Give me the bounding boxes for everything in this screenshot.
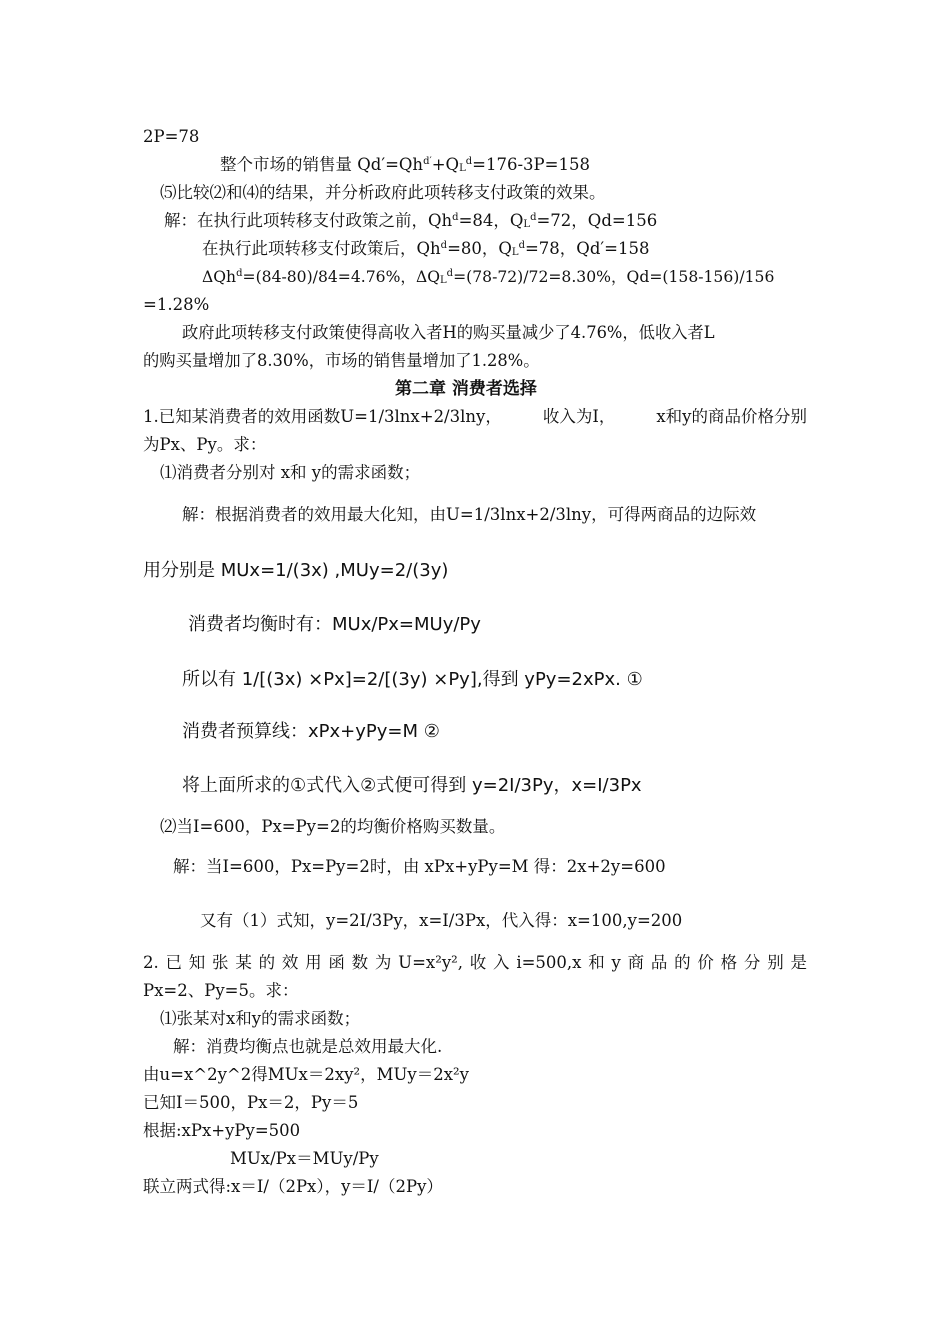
text-line: 的购买量增加了8.30%，市场的销售量增加了1.28%。 <box>143 351 540 370</box>
text-line: 消费者均衡时有：MUx/Px=MUy/Py <box>188 614 481 635</box>
text-line: 由u=x^2y^2得MUx＝2xy²，MUy＝2x²y <box>143 1065 469 1084</box>
word: 某 <box>235 953 252 972</box>
text-line: ⑴张某对x和y的需求函数； <box>160 1009 361 1028</box>
text-line-justified <box>143 952 807 974</box>
text-line: 解：根据消费者的效用最大化知，由U=1/3lnx+2/3lny，可得两商品的边际效 <box>182 505 757 524</box>
word: i=500,x <box>516 953 582 972</box>
text-line: Px=2、Py=5。求： <box>143 981 299 1000</box>
text-line: 政府此项转移支付政策使得高收入者H的购买量减少了4.76%，低收入者L <box>182 323 715 342</box>
word: 用 <box>305 953 322 972</box>
text-line: 又有（1）式知，y=2I/3Py，x=I/3Px，代入得：x=100,y=200 <box>200 911 683 930</box>
word: U=x²y², <box>398 953 464 972</box>
text-line: 消费者预算线：xPx+yPy=M ② <box>182 721 440 742</box>
text-line: 已知I＝500，Px＝2，Py＝5 <box>143 1093 359 1112</box>
word: 1.已知某消费者的效用函数U=1/3lnx+2/3lny， <box>143 407 502 426</box>
chapter-title: 第二章 消费者选择 <box>395 379 537 399</box>
word: 价 <box>697 953 714 972</box>
text-line: 为Px、Py。求： <box>143 435 267 454</box>
word: 的 <box>674 953 691 972</box>
word: 2. <box>143 953 159 972</box>
text-line: MUx/Px＝MUy/Py <box>230 1149 379 1168</box>
word: 收 <box>469 953 487 972</box>
word: x和y的商品价格分别 <box>656 407 807 426</box>
text-line: 解：消费均衡点也就是总效用最大化. <box>173 1037 443 1056</box>
word: 收入为I， <box>542 407 616 426</box>
word: 为 <box>374 953 392 972</box>
word: 商 <box>627 953 645 972</box>
word: y <box>611 953 621 972</box>
word: 品 <box>650 953 668 972</box>
text-line: ΔQh$^d$=(84-80)/84=4.76%，$\Delta Q_L^d=(78-72)/72=8.30\%$，Qd=(158-156)/156 <box>202 268 775 286</box>
word: 别 <box>767 953 784 972</box>
text-line: 在执行此项转移支付政策后，$Qh^d=80$，$Q_L^d=78$，Qd′=158 <box>202 239 650 258</box>
text-line: 解：当I=600，Px=Py=2时，由 xPx+yPy=M 得：2x+2y=600 <box>173 857 666 876</box>
word: 格 <box>720 953 738 972</box>
word: 分 <box>743 953 761 972</box>
word: 效 <box>281 953 299 972</box>
word: 是 <box>790 953 807 972</box>
word: 已 <box>165 953 183 972</box>
text-line: ⑵当I=600，Px=Py=2的均衡价格购买数量。 <box>160 817 506 836</box>
text-line-justified <box>143 406 807 428</box>
text-line: 整个市场的销售量 $Qd'=Qh^{d'}+Q_L^d=176-3P=158$ <box>220 155 590 174</box>
text-line: ⑸比较⑵和⑷的结果，并分析政府此项转移支付政策的效果。 <box>160 183 606 202</box>
word: 的 <box>258 953 276 972</box>
text-line: 联立两式得:x＝I/（2Px），y＝I/（2Py） <box>143 1177 443 1196</box>
word: 入 <box>493 953 510 972</box>
word: 和 <box>588 953 605 972</box>
text-line: 解：在执行此项转移支付政策之前，$Qh^d=84$，$Q_L^d=72$，Qd=156 <box>164 211 658 230</box>
text-line: 2P=78 <box>143 127 200 146</box>
text-line: 所以有 1/[(3x) ×Px]=2/[(3y) ×Py],得到 yPy=2xPx. ① <box>182 669 643 690</box>
word: 函 <box>328 953 345 972</box>
text-line: ⑴消费者分别对 x和 y的需求函数； <box>160 463 421 482</box>
text-line: 根据:xPx+yPy=500 <box>143 1121 301 1140</box>
text-line: 将上面所求的①式代入②式便可得到 y=2I/3Py，x=I/3Px <box>182 775 642 796</box>
word: 数 <box>351 953 369 972</box>
word: 张 <box>212 953 229 972</box>
word: 知 <box>188 953 206 972</box>
text-line: 用分别是 MUx=1/(3x) ,MUy=2/(3y) <box>143 560 449 581</box>
text-line: =1.28% <box>143 295 210 314</box>
